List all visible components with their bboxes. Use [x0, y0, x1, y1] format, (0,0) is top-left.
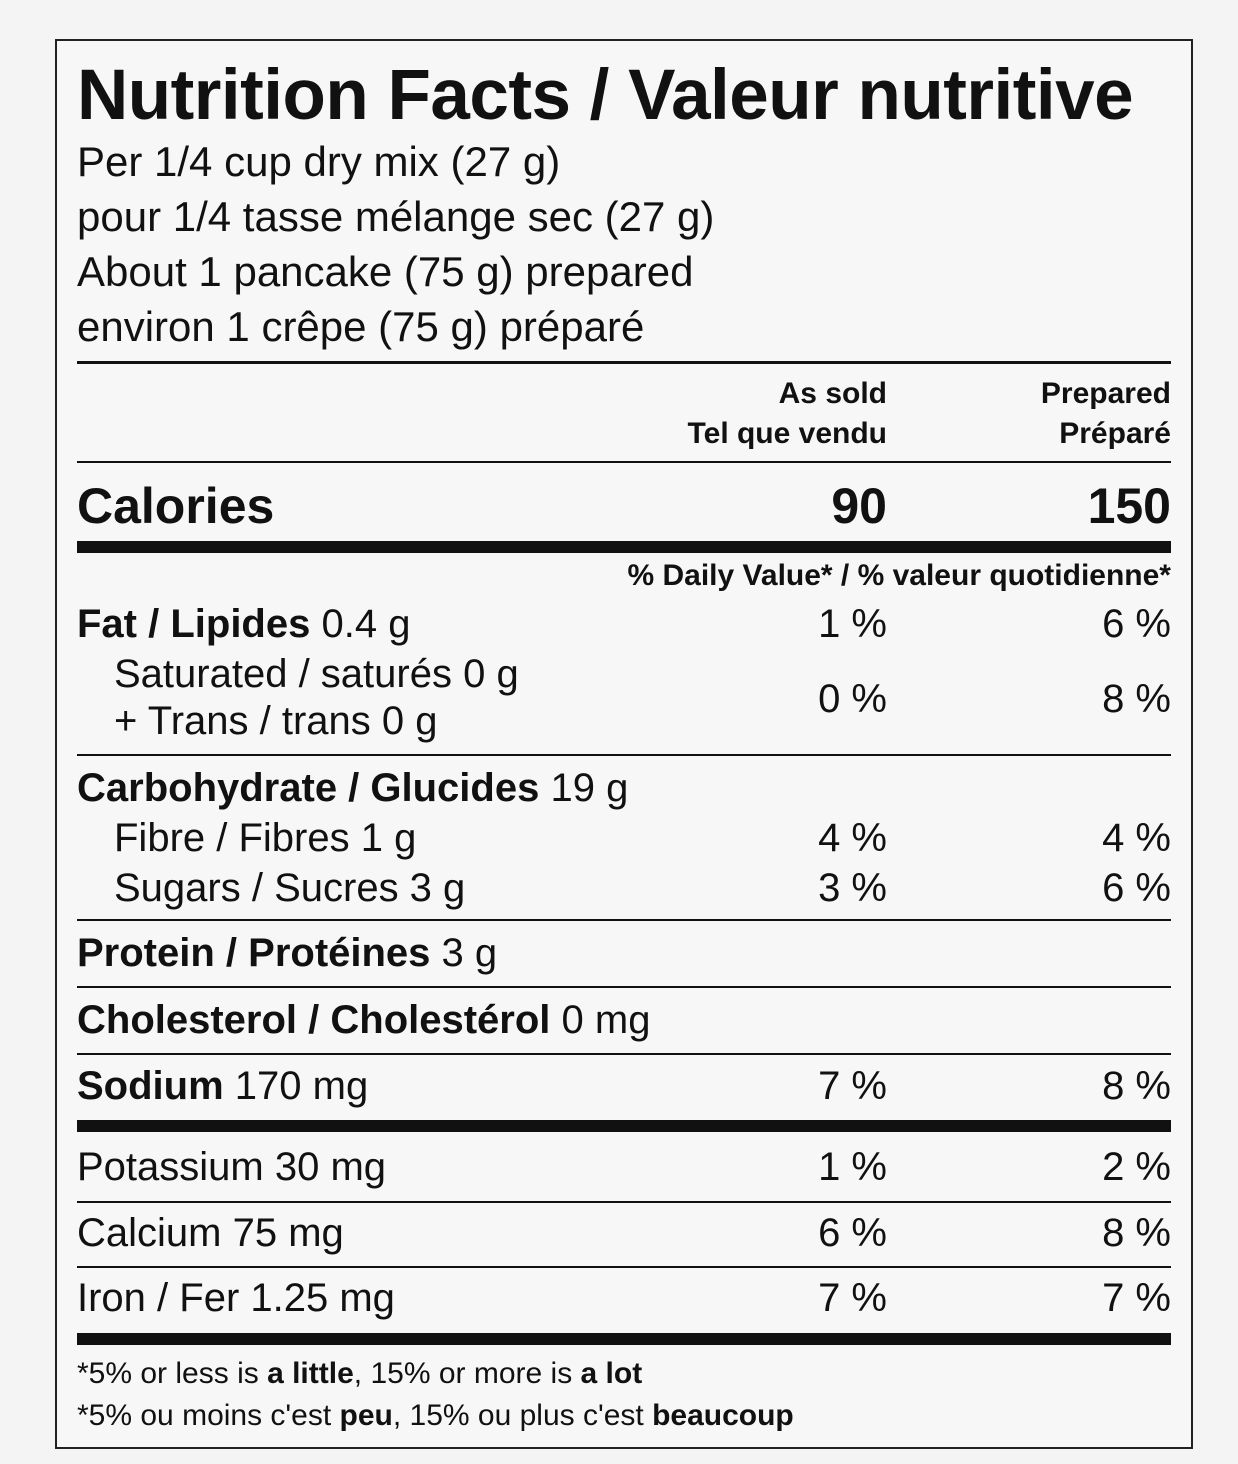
- column-prepared-en: Prepared: [1040, 377, 1171, 410]
- cholesterol-amount: 0 mg: [561, 998, 651, 1042]
- saturated-trans-dv-as-sold: 0 %: [818, 677, 887, 721]
- column-header-as-sold: [688, 374, 887, 454]
- calories-as-sold: 90: [831, 478, 887, 534]
- sodium-dv-prepared: 8 %: [1102, 1064, 1171, 1108]
- sodium-dv-as-sold: 7 %: [818, 1064, 887, 1108]
- footnote-en-lot: a lot: [580, 1357, 643, 1390]
- thick-divider: [77, 1333, 1171, 1345]
- potassium-dv-prepared: 2 %: [1102, 1145, 1171, 1189]
- serving-size-fr: pour 1/4 tasse mélange sec (27 g): [77, 193, 715, 240]
- footnote-en-little: a little: [267, 1357, 354, 1390]
- sodium-label: [77, 1061, 368, 1111]
- column-header-prepared: [1041, 374, 1171, 454]
- sugars-dv-prepared: 6 %: [1102, 866, 1171, 910]
- calories-prepared: 150: [1087, 478, 1171, 534]
- sugars-dv-as-sold: 3 %: [818, 866, 887, 910]
- saturated-label: Saturated / saturés 0 g: [114, 652, 519, 696]
- saturated-trans-dv-prepared: 8 %: [1102, 677, 1171, 721]
- divider: [77, 461, 1171, 463]
- footnote-en-prefix: *5% or less is: [77, 1357, 268, 1390]
- potassium-row: [77, 1142, 1171, 1192]
- fibre-dv-prepared: 4 %: [1102, 816, 1171, 860]
- divider: [77, 1266, 1171, 1268]
- footnote-fr-prefix: *5% ou moins c'est: [77, 1399, 340, 1432]
- divider: [77, 754, 1171, 756]
- fibre-row: [77, 813, 1171, 863]
- divider: [77, 1201, 1171, 1203]
- protein-row: [77, 928, 1171, 978]
- sugars-row: [77, 863, 1171, 913]
- calcium-row: [77, 1208, 1171, 1258]
- protein-amount: 3 g: [441, 931, 498, 975]
- cholesterol-row: [77, 995, 1171, 1045]
- label-title: Nutrition Facts / Valeur nutritive: [77, 56, 1134, 135]
- thick-divider: [77, 1120, 1171, 1132]
- sugars-label: Sugars / Sucres 3 g: [114, 866, 466, 910]
- carbohydrate-label: [77, 763, 628, 813]
- trans-label: + Trans / trans 0 g: [114, 699, 438, 743]
- fibre-dv-as-sold: 4 %: [818, 816, 887, 860]
- carbohydrate-row: [77, 763, 1171, 813]
- calcium-label: Calcium 75 mg: [77, 1211, 344, 1255]
- label-content: [77, 41, 1171, 1447]
- divider: [77, 919, 1171, 921]
- fat-dv-prepared: 6 %: [1102, 602, 1171, 646]
- divider: [77, 986, 1171, 988]
- serving-size-en: Per 1/4 cup dry mix (27 g): [77, 138, 561, 185]
- footnote-fr-lot: beaucoup: [652, 1399, 794, 1432]
- sodium-row: [77, 1061, 1171, 1111]
- column-as-sold-fr: Tel que vendu: [687, 417, 887, 450]
- footnote-fr: [77, 1399, 794, 1433]
- saturated-trans-dv: [77, 674, 1171, 724]
- fat-dv-as-sold: 1 %: [818, 602, 887, 646]
- sodium-amount: 170 mg: [234, 1064, 369, 1108]
- calcium-dv-prepared: 8 %: [1102, 1211, 1171, 1255]
- fat-name: Fat / Lipides: [77, 602, 311, 646]
- footnote-fr-little: peu: [339, 1399, 393, 1432]
- iron-label: Iron / Fer 1.25 mg: [77, 1276, 395, 1320]
- fat-amount: 0.4 g: [321, 602, 411, 646]
- carbohydrate-amount: 19 g: [550, 766, 629, 810]
- divider: [77, 361, 1171, 364]
- fibre-label: Fibre / Fibres 1 g: [114, 816, 417, 860]
- sodium-name: Sodium: [77, 1064, 224, 1108]
- iron-dv-prepared: 7 %: [1102, 1276, 1171, 1320]
- protein-label: [77, 928, 497, 978]
- footnote-fr-mid: , 15% ou plus c'est: [392, 1399, 653, 1432]
- potassium-label: Potassium 30 mg: [77, 1145, 387, 1189]
- iron-dv-as-sold: 7 %: [818, 1276, 887, 1320]
- calories-label: Calories: [77, 478, 275, 534]
- fat-label: [77, 599, 410, 649]
- serving-prepared-fr: environ 1 crêpe (75 g) préparé: [77, 303, 645, 350]
- cholesterol-label: [77, 995, 650, 1045]
- iron-row: [77, 1273, 1171, 1323]
- daily-value-header: % Daily Value* / % valeur quotidienne*: [627, 559, 1171, 592]
- protein-name: Protein / Protéines: [77, 931, 431, 975]
- footnote-en-mid: , 15% or more is: [353, 1357, 581, 1390]
- divider: [77, 1053, 1171, 1055]
- potassium-dv-as-sold: 1 %: [818, 1145, 887, 1189]
- thick-divider: [77, 541, 1171, 553]
- nutrition-facts-label: [55, 39, 1193, 1449]
- fat-row: [77, 599, 1171, 649]
- carbohydrate-name: Carbohydrate / Glucides: [77, 766, 540, 810]
- column-as-sold-en: As sold: [778, 377, 887, 410]
- calories-row: [77, 477, 1171, 535]
- column-prepared-fr: Préparé: [1059, 417, 1171, 450]
- serving-prepared-en: About 1 pancake (75 g) prepared: [77, 248, 694, 295]
- calcium-dv-as-sold: 6 %: [818, 1211, 887, 1255]
- cholesterol-name: Cholesterol / Cholestérol: [77, 998, 551, 1042]
- footnote-en: [77, 1357, 642, 1391]
